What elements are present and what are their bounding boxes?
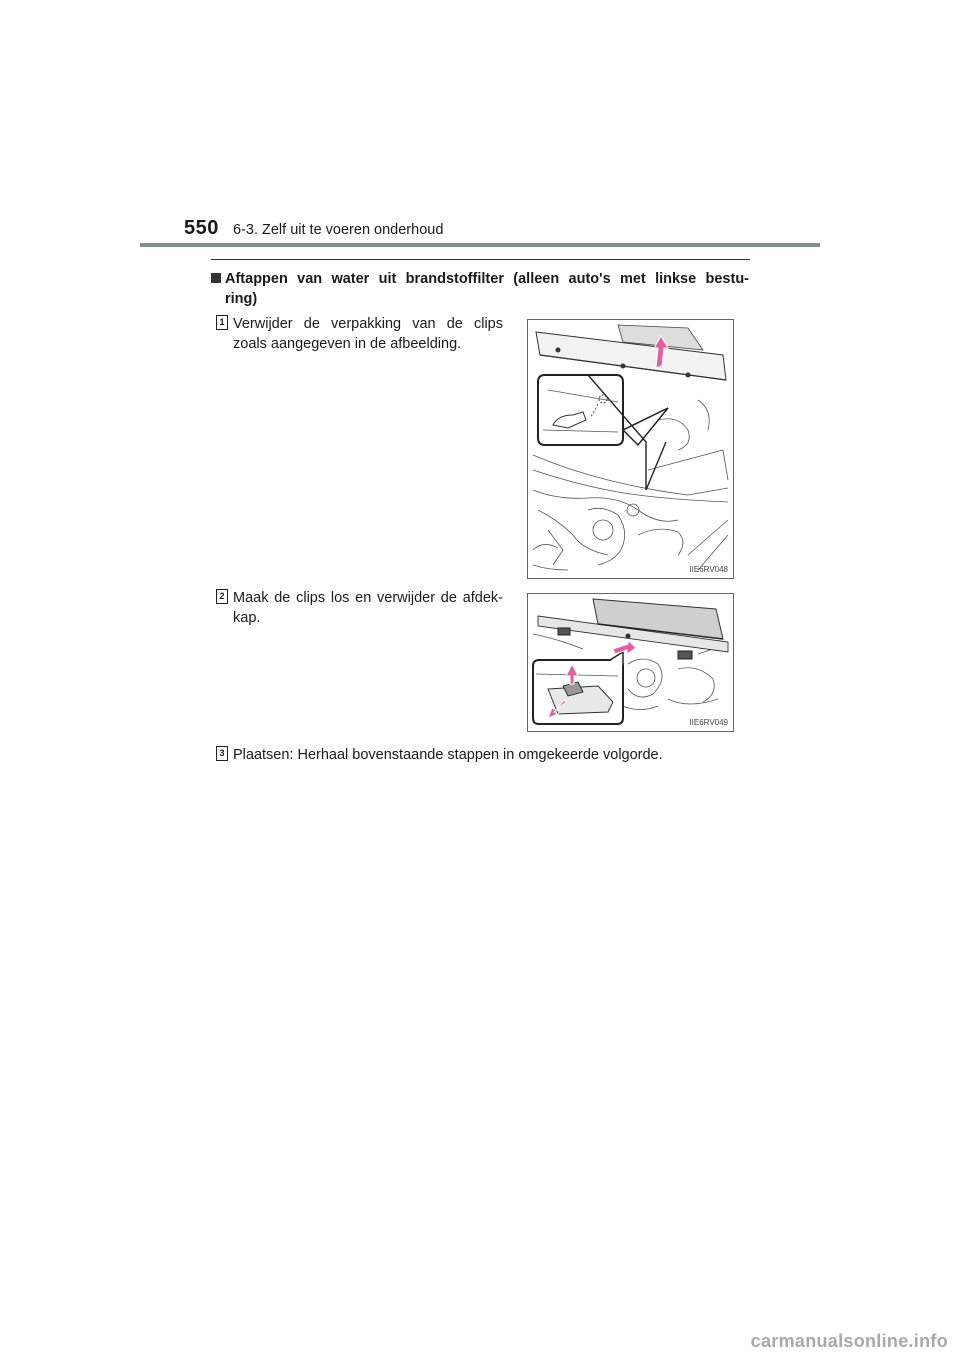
square-bullet-icon <box>211 273 221 283</box>
figure-1-illustration <box>528 320 733 578</box>
release-arrow-icon <box>613 640 636 654</box>
step-2-line-1: Maak de clips los en verwijder de afdek- <box>233 590 503 606</box>
step-1-text <box>233 314 503 354</box>
heading-line-2: ring) <box>225 291 258 307</box>
procedure-heading <box>211 269 749 309</box>
figure-clip-packaging <box>527 319 734 579</box>
step-1-badge: 1 <box>216 315 228 330</box>
page-number: 550 <box>184 217 219 239</box>
step-1-line-1: Verwijder de verpakking van de clips <box>233 316 503 332</box>
figure-2-code: IIE6RV049 <box>689 718 728 727</box>
step-2-text <box>233 588 503 628</box>
footer-watermark[interactable]: carmanualsonline.info <box>750 1331 948 1351</box>
header-rule <box>140 243 820 247</box>
figure-clip-release <box>527 593 734 732</box>
step-2-badge: 2 <box>216 589 228 604</box>
section-divider <box>211 259 750 260</box>
heading-line-1: Aftappen van water uit brandstoffilter (alleen auto's met linkse bestu- <box>225 271 749 287</box>
figure-1-code: IIE6RV048 <box>689 565 728 574</box>
step-3-text: Plaatsen: Herhaal bovenstaande stappen in omgekeerde volgorde. <box>233 747 663 763</box>
section-title: 6-3. Zelf uit te voeren onderhoud <box>233 222 444 238</box>
figure-2-illustration <box>528 594 733 731</box>
step-3-badge: 3 <box>216 746 228 761</box>
step-2-line-2: kap. <box>233 610 261 626</box>
step-1-line-2: zoals aangegeven in de afbeelding. <box>233 336 462 352</box>
